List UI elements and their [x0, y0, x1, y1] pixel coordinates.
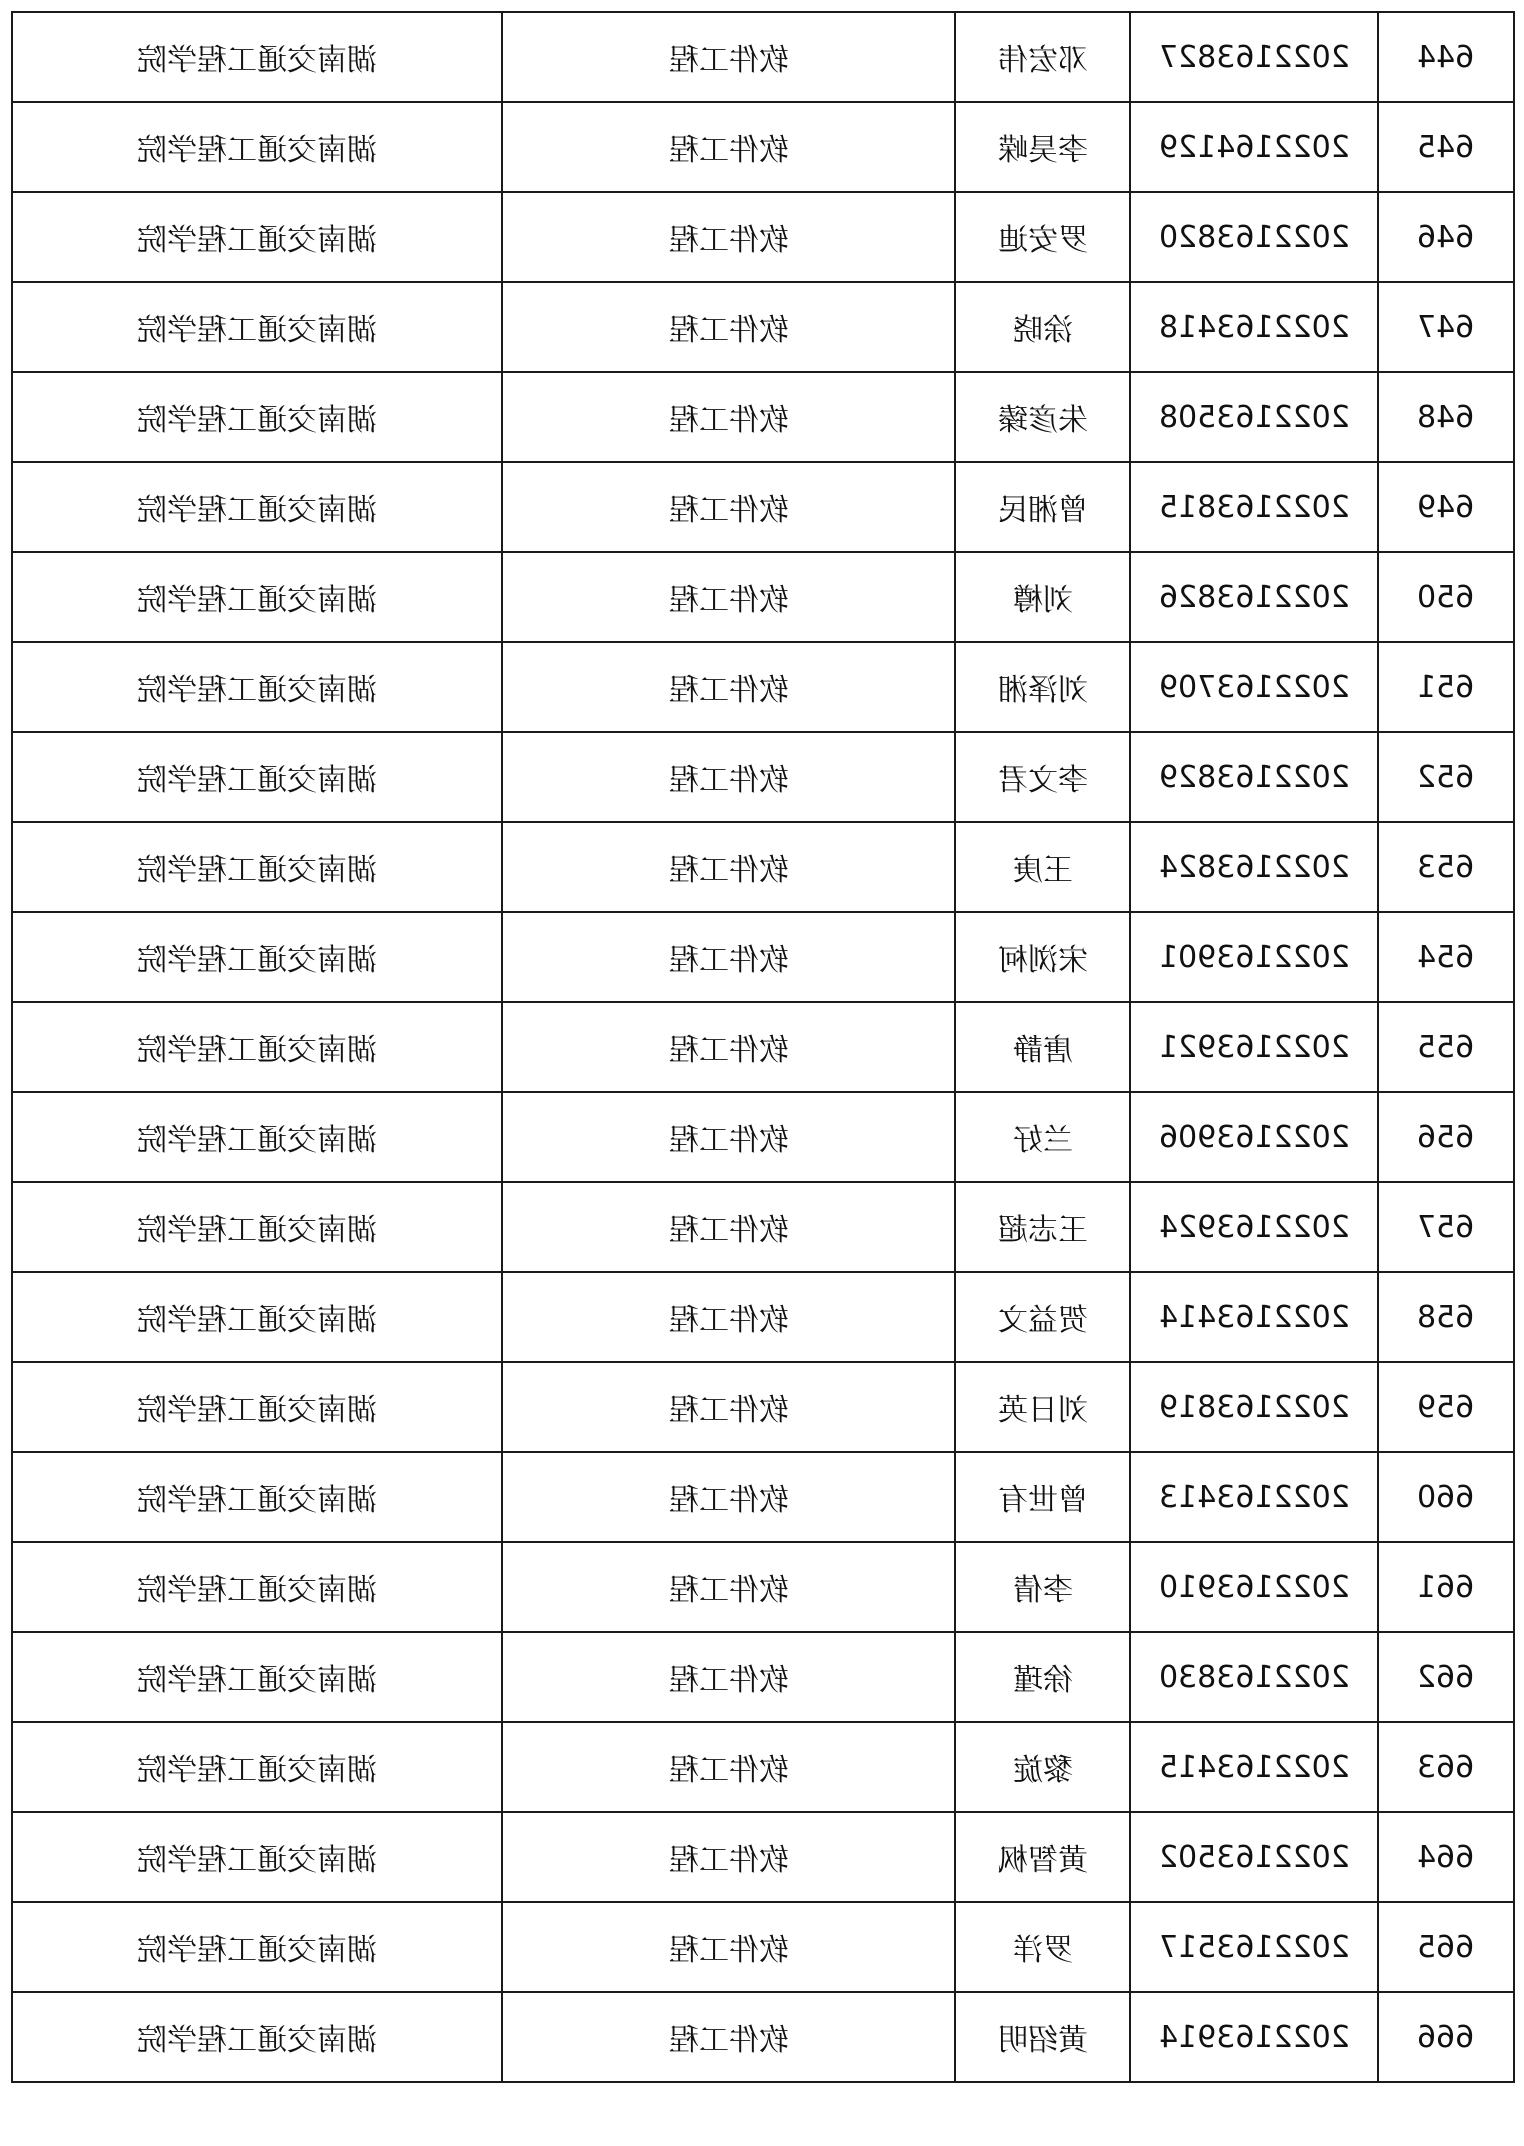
sequence-number-cell-text: 645 [1417, 129, 1475, 165]
major-cell [502, 552, 955, 642]
student-id-cell [1130, 282, 1378, 372]
student-name-cell-text: 李倩 [1012, 1573, 1073, 1608]
college-cell-text: 湖南交通工程学院 [137, 1573, 377, 1608]
sequence-number-cell-text: 655 [1417, 1029, 1475, 1065]
major-cell [502, 732, 955, 822]
student-name-cell-text: 王庚 [1012, 853, 1073, 888]
student-name-cell-text: 罗洋 [1012, 1933, 1073, 1968]
college-cell [12, 1632, 502, 1722]
student-id-cell-text: 2022163418 [1158, 309, 1350, 345]
student-name-cell [955, 1722, 1130, 1812]
college-cell-text: 湖南交通工程学院 [137, 853, 377, 888]
student-id-cell [1130, 912, 1378, 1002]
college-cell-text: 湖南交通工程学院 [137, 223, 377, 258]
college-cell [12, 1362, 502, 1452]
major-cell [502, 1632, 955, 1722]
student-id-cell [1130, 1362, 1378, 1452]
student-name-cell-text: 朱彦臻 [997, 403, 1088, 438]
college-cell-text: 湖南交通工程学院 [137, 1033, 377, 1068]
sequence-number-cell-text: 666 [1417, 2019, 1475, 2055]
college-cell-text: 湖南交通工程学院 [137, 763, 377, 798]
major-cell-text: 软件工程 [668, 1303, 789, 1338]
college-cell [12, 1092, 502, 1182]
major-cell [502, 1182, 955, 1272]
sequence-number-cell [1378, 912, 1514, 1002]
college-cell-text: 湖南交通工程学院 [137, 673, 377, 708]
sequence-number-cell [1378, 462, 1514, 552]
sequence-number-cell [1378, 822, 1514, 912]
student-id-cell [1130, 1452, 1378, 1542]
table-row [12, 1722, 1514, 1812]
student-name-cell [955, 732, 1130, 822]
sequence-number-cell-text: 647 [1417, 309, 1475, 345]
major-cell [502, 1992, 955, 2082]
table-row [12, 1902, 1514, 1992]
student-id-cell [1130, 1272, 1378, 1362]
college-cell [12, 1182, 502, 1272]
college-cell [12, 1902, 502, 1992]
sequence-number-cell [1378, 1452, 1514, 1542]
student-name-cell-text: 黄绍明 [997, 2023, 1088, 2058]
college-cell [12, 1452, 502, 1542]
college-cell-text: 湖南交通工程学院 [137, 1213, 377, 1248]
major-cell-text: 软件工程 [668, 43, 789, 78]
sequence-number-cell-text: 663 [1417, 1749, 1475, 1785]
college-cell [12, 822, 502, 912]
sequence-number-cell-text: 664 [1417, 1839, 1475, 1875]
major-cell [502, 912, 955, 1002]
student-name-cell-text: 罗安迪 [997, 223, 1088, 258]
student-id-cell-text: 2022163414 [1158, 1299, 1350, 1335]
college-cell [12, 732, 502, 822]
student-id-cell-text: 2022163824 [1158, 849, 1350, 885]
student-name-cell-text: 黎旋 [1012, 1753, 1073, 1788]
student-name-cell [955, 372, 1130, 462]
sequence-number-cell [1378, 1092, 1514, 1182]
table-row [12, 102, 1514, 192]
major-cell-text: 软件工程 [668, 1843, 789, 1878]
table-row [12, 1632, 1514, 1722]
college-cell-text: 湖南交通工程学院 [137, 493, 377, 528]
student-id-cell-text: 2022163826 [1158, 579, 1350, 615]
college-cell-text: 湖南交通工程学院 [137, 1123, 377, 1158]
student-id-cell [1130, 1902, 1378, 1992]
table-row [12, 912, 1514, 1002]
student-id-cell [1130, 462, 1378, 552]
sequence-number-cell-text: 662 [1417, 1659, 1475, 1695]
student-id-cell-text: 2022163901 [1158, 939, 1350, 975]
student-name-cell [955, 1812, 1130, 1902]
major-cell-text: 软件工程 [668, 1933, 789, 1968]
major-cell-text: 软件工程 [668, 223, 789, 258]
student-name-cell [955, 552, 1130, 642]
major-cell [502, 1722, 955, 1812]
major-cell [502, 1272, 955, 1362]
sequence-number-cell-text: 659 [1417, 1389, 1475, 1425]
college-cell-text: 湖南交通工程学院 [137, 1843, 377, 1878]
student-id-cell-text: 2022163413 [1158, 1479, 1350, 1515]
sequence-number-cell-text: 656 [1417, 1119, 1475, 1155]
college-cell-text: 湖南交通工程学院 [137, 583, 377, 618]
table-row [12, 552, 1514, 642]
student-id-cell [1130, 732, 1378, 822]
college-cell [12, 642, 502, 732]
major-cell [502, 372, 955, 462]
college-cell [12, 372, 502, 462]
student-name-cell [955, 12, 1130, 102]
student-name-cell [955, 1902, 1130, 1992]
sequence-number-cell [1378, 1542, 1514, 1632]
student-name-cell-text: 兰好 [1012, 1123, 1073, 1158]
student-name-cell [955, 1182, 1130, 1272]
student-name-cell-text: 唐静 [1012, 1033, 1073, 1068]
sequence-number-cell [1378, 642, 1514, 732]
document-sheet [11, 11, 1513, 2083]
student-name-cell-text: 王志超 [997, 1213, 1088, 1248]
college-cell-text: 湖南交通工程学院 [137, 1933, 377, 1968]
sequence-number-cell-text: 653 [1417, 849, 1475, 885]
major-cell-text: 软件工程 [668, 1573, 789, 1608]
student-id-cell-text: 2022163924 [1158, 1209, 1350, 1245]
major-cell-text: 软件工程 [668, 853, 789, 888]
student-name-cell [955, 192, 1130, 282]
sequence-number-cell [1378, 1812, 1514, 1902]
sequence-number-cell-text: 658 [1417, 1299, 1475, 1335]
student-name-cell-text: 曾世有 [997, 1483, 1088, 1518]
college-cell-text: 湖南交通工程学院 [137, 403, 377, 438]
student-list-table [11, 11, 1515, 2083]
student-id-cell [1130, 372, 1378, 462]
student-name-cell-text: 宋浏柯 [997, 943, 1088, 978]
student-name-cell-text: 黄智枫 [997, 1843, 1088, 1878]
sequence-number-cell [1378, 1002, 1514, 1092]
student-name-cell [955, 1452, 1130, 1542]
major-cell [502, 102, 955, 192]
student-name-cell-text: 贺益文 [997, 1303, 1088, 1338]
major-cell [502, 1002, 955, 1092]
major-cell [502, 462, 955, 552]
student-name-cell-text: 邓宏伟 [997, 43, 1088, 78]
major-cell-text: 软件工程 [668, 1393, 789, 1428]
sequence-number-cell [1378, 1902, 1514, 1992]
student-id-cell [1130, 1002, 1378, 1092]
table-row [12, 1182, 1514, 1272]
student-name-cell [955, 912, 1130, 1002]
sequence-number-cell [1378, 1722, 1514, 1812]
college-cell-text: 湖南交通工程学院 [137, 1483, 377, 1518]
student-id-cell-text: 2022163910 [1158, 1569, 1350, 1605]
sequence-number-cell-text: 646 [1417, 219, 1475, 255]
major-cell-text: 软件工程 [668, 1123, 789, 1158]
college-cell [12, 1812, 502, 1902]
sequence-number-cell-text: 654 [1417, 939, 1475, 975]
student-id-cell-text: 2022163827 [1158, 39, 1350, 75]
student-id-cell [1130, 1182, 1378, 1272]
sequence-number-cell-text: 651 [1417, 669, 1475, 705]
student-name-cell [955, 822, 1130, 912]
college-cell [12, 552, 502, 642]
student-id-cell-text: 2022163829 [1158, 759, 1350, 795]
student-id-cell-text: 2022163815 [1158, 489, 1350, 525]
sequence-number-cell-text: 661 [1417, 1569, 1475, 1605]
student-id-cell [1130, 1632, 1378, 1722]
college-cell-text: 湖南交通工程学院 [137, 313, 377, 348]
student-name-cell [955, 1362, 1130, 1452]
sequence-number-cell [1378, 102, 1514, 192]
table-row [12, 282, 1514, 372]
major-cell-text: 软件工程 [668, 1033, 789, 1068]
student-name-cell [955, 102, 1130, 192]
major-cell-text: 软件工程 [668, 763, 789, 798]
major-cell [502, 1812, 955, 1902]
major-cell-text: 软件工程 [668, 2023, 789, 2058]
student-name-cell [955, 462, 1130, 552]
sequence-number-cell [1378, 192, 1514, 282]
major-cell [502, 642, 955, 732]
sequence-number-cell [1378, 552, 1514, 642]
student-id-cell-text: 2022163820 [1158, 219, 1350, 255]
student-id-cell-text: 2022163517 [1158, 1929, 1350, 1965]
sequence-number-cell-text: 644 [1417, 39, 1475, 75]
sequence-number-cell [1378, 1992, 1514, 2082]
sequence-number-cell [1378, 1272, 1514, 1362]
student-name-cell-text: 徐瑾 [1012, 1663, 1073, 1698]
student-id-cell-text: 2022163819 [1158, 1389, 1350, 1425]
student-name-cell [955, 1632, 1130, 1722]
student-id-cell [1130, 1092, 1378, 1182]
major-cell-text: 软件工程 [668, 493, 789, 528]
table-row [12, 822, 1514, 912]
student-name-cell-text: 涂晓 [1012, 313, 1073, 348]
sequence-number-cell-text: 648 [1417, 399, 1475, 435]
student-id-cell-text: 2022163921 [1158, 1029, 1350, 1065]
college-cell [12, 282, 502, 372]
student-id-cell [1130, 1992, 1378, 2082]
student-id-cell [1130, 192, 1378, 282]
student-name-cell [955, 1992, 1130, 2082]
major-cell-text: 软件工程 [668, 313, 789, 348]
major-cell [502, 1452, 955, 1542]
student-id-cell [1130, 12, 1378, 102]
table-row [12, 462, 1514, 552]
major-cell-text: 软件工程 [668, 943, 789, 978]
table-row [12, 732, 1514, 822]
major-cell [502, 282, 955, 372]
college-cell-text: 湖南交通工程学院 [137, 1753, 377, 1788]
college-cell [12, 462, 502, 552]
table-body [12, 12, 1514, 2082]
student-name-cell [955, 1092, 1130, 1182]
table-row [12, 372, 1514, 462]
major-cell [502, 1902, 955, 1992]
college-cell [12, 102, 502, 192]
major-cell-text: 软件工程 [668, 583, 789, 618]
student-name-cell-text: 刘樽 [1012, 583, 1073, 618]
table-row [12, 12, 1514, 102]
sequence-number-cell-text: 657 [1417, 1209, 1475, 1245]
student-id-cell-text: 2022163906 [1158, 1119, 1350, 1155]
sequence-number-cell-text: 665 [1417, 1929, 1475, 1965]
sequence-number-cell-text: 650 [1417, 579, 1475, 615]
table-row [12, 1002, 1514, 1092]
table-row [12, 1452, 1514, 1542]
table-row [12, 642, 1514, 732]
student-name-cell [955, 1002, 1130, 1092]
table-row [12, 1542, 1514, 1632]
major-cell [502, 1542, 955, 1632]
college-cell [12, 1722, 502, 1812]
sequence-number-cell [1378, 1632, 1514, 1722]
college-cell [12, 192, 502, 282]
student-id-cell [1130, 822, 1378, 912]
major-cell [502, 192, 955, 282]
student-name-cell-text: 曾湘民 [997, 493, 1088, 528]
student-id-cell-text: 2022163830 [1158, 1659, 1350, 1695]
sequence-number-cell-text: 652 [1417, 759, 1475, 795]
sequence-number-cell [1378, 372, 1514, 462]
sequence-number-cell [1378, 12, 1514, 102]
student-name-cell [955, 1272, 1130, 1362]
sequence-number-cell [1378, 732, 1514, 822]
major-cell [502, 1362, 955, 1452]
college-cell-text: 湖南交通工程学院 [137, 2023, 377, 2058]
student-name-cell [955, 1542, 1130, 1632]
table-row [12, 1092, 1514, 1182]
college-cell [12, 912, 502, 1002]
table-row [12, 1812, 1514, 1902]
sequence-number-cell-text: 660 [1417, 1479, 1475, 1515]
student-id-cell [1130, 1812, 1378, 1902]
college-cell-text: 湖南交通工程学院 [137, 43, 377, 78]
major-cell-text: 软件工程 [668, 1483, 789, 1518]
student-id-cell [1130, 552, 1378, 642]
college-cell [12, 12, 502, 102]
table-row [12, 1362, 1514, 1452]
student-id-cell [1130, 642, 1378, 732]
student-name-cell-text: 李文君 [997, 763, 1088, 798]
college-cell-text: 湖南交通工程学院 [137, 1393, 377, 1428]
college-cell [12, 1992, 502, 2082]
college-cell-text: 湖南交通工程学院 [137, 943, 377, 978]
student-name-cell-text: 刘泽湘 [997, 673, 1088, 708]
student-id-cell-text: 2022163415 [1158, 1749, 1350, 1785]
student-name-cell-text: 李昊嵘 [997, 133, 1088, 168]
student-id-cell-text: 2022163502 [1158, 1839, 1350, 1875]
student-id-cell-text: 2022163914 [1158, 2019, 1350, 2055]
major-cell-text: 软件工程 [668, 1213, 789, 1248]
major-cell [502, 12, 955, 102]
sequence-number-cell-text: 649 [1417, 489, 1475, 525]
student-name-cell [955, 282, 1130, 372]
college-cell [12, 1542, 502, 1632]
college-cell [12, 1002, 502, 1092]
table-row [12, 1272, 1514, 1362]
college-cell-text: 湖南交通工程学院 [137, 133, 377, 168]
student-name-cell-text: 刘日英 [997, 1393, 1088, 1428]
sequence-number-cell [1378, 1182, 1514, 1272]
major-cell-text: 软件工程 [668, 133, 789, 168]
major-cell-text: 软件工程 [668, 1663, 789, 1698]
student-id-cell-text: 2022164129 [1158, 129, 1350, 165]
major-cell [502, 1092, 955, 1182]
college-cell-text: 湖南交通工程学院 [137, 1663, 377, 1698]
college-cell [12, 1272, 502, 1362]
student-id-cell [1130, 1722, 1378, 1812]
major-cell-text: 软件工程 [668, 673, 789, 708]
major-cell-text: 软件工程 [668, 1753, 789, 1788]
major-cell-text: 软件工程 [668, 403, 789, 438]
student-id-cell-text: 2022163508 [1158, 399, 1350, 435]
student-name-cell [955, 642, 1130, 732]
major-cell [502, 822, 955, 912]
student-id-cell-text: 2022163709 [1158, 669, 1350, 705]
sequence-number-cell [1378, 282, 1514, 372]
sequence-number-cell [1378, 1362, 1514, 1452]
student-id-cell [1130, 102, 1378, 192]
student-id-cell [1130, 1542, 1378, 1632]
table-row [12, 1992, 1514, 2082]
table-row [12, 192, 1514, 282]
college-cell-text: 湖南交通工程学院 [137, 1303, 377, 1338]
